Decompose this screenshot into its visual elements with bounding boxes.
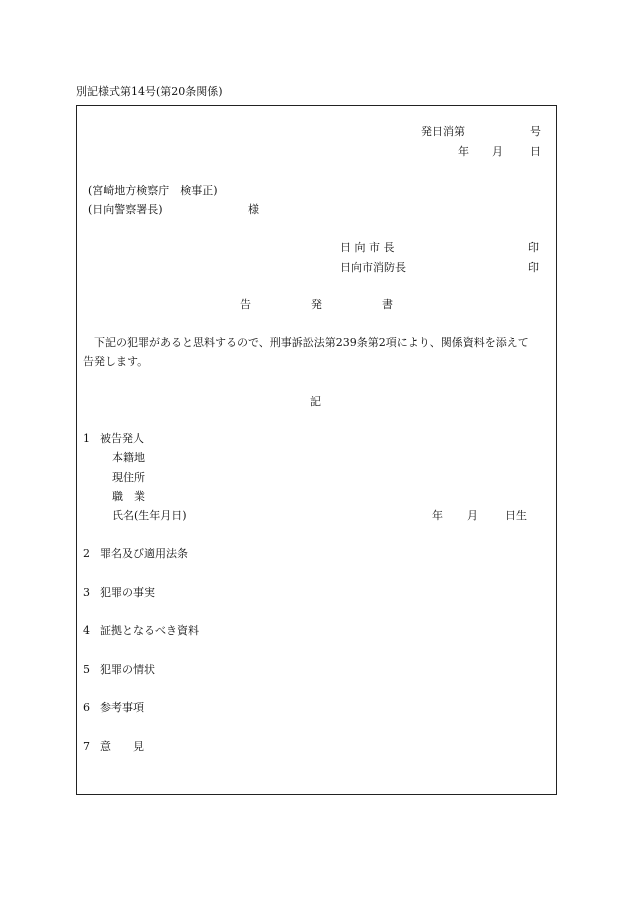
document-title-char-1: 告: [240, 298, 251, 311]
section-3-label: 犯罪の事実: [100, 586, 155, 599]
document-number-prefix: 発日消第: [421, 125, 465, 138]
field-address: 現住所: [112, 471, 145, 484]
section-1-label: 被告発人: [100, 432, 144, 445]
section-7-number: 7: [83, 740, 90, 753]
section-7-label: 意 見: [100, 740, 144, 753]
date-day-label: 日: [530, 145, 541, 158]
sender-mayor: 日 向 市 長: [340, 241, 395, 254]
sender-fire-chief: 日向市消防長: [340, 261, 406, 274]
addressee-prosecutor: (宮崎地方検察庁 検事正): [88, 184, 218, 197]
section-2-label: 罪名及び適用法条: [100, 547, 188, 560]
seal-mark-fire-chief: 印: [528, 261, 539, 274]
date-year-label: 年: [458, 145, 469, 158]
section-6-label: 参考事項: [100, 701, 144, 714]
date-month-label: 月: [492, 145, 503, 158]
field-occupation: 職 業: [112, 490, 145, 503]
document-title-char-2: 発: [311, 298, 322, 311]
field-name-dob: 氏名(生年月日): [112, 509, 187, 522]
section-4-number: 4: [83, 624, 90, 637]
document-number-suffix: 号: [530, 125, 541, 138]
addressee-police: (日向警察署長): [88, 203, 163, 216]
field-domicile: 本籍地: [112, 451, 145, 464]
document-title-char-3: 書: [382, 298, 393, 311]
birth-month-label: 月: [467, 509, 478, 522]
section-4-label: 証拠となるべき資料: [100, 624, 199, 637]
section-1-number: 1: [83, 432, 90, 445]
seal-mark-mayor: 印: [528, 241, 539, 254]
intro-text-line-1: 下記の犯罪があると思料するので、刑事訴訟法第239条第2項により、関係資料を添えて: [94, 336, 529, 349]
addressee-honorific: 様: [248, 203, 259, 216]
intro-text-line-2: 告発します。: [83, 355, 149, 368]
section-3-number: 3: [83, 586, 90, 599]
form-caption: 別記様式第14号(第20条関係): [76, 85, 223, 98]
section-5-number: 5: [83, 663, 90, 676]
birth-year-label: 年: [432, 509, 443, 522]
section-6-number: 6: [83, 701, 90, 714]
ki-heading: 記: [310, 395, 321, 408]
birth-day-label: 日生: [505, 509, 527, 522]
section-5-label: 犯罪の情状: [100, 663, 155, 676]
section-2-number: 2: [83, 547, 90, 560]
